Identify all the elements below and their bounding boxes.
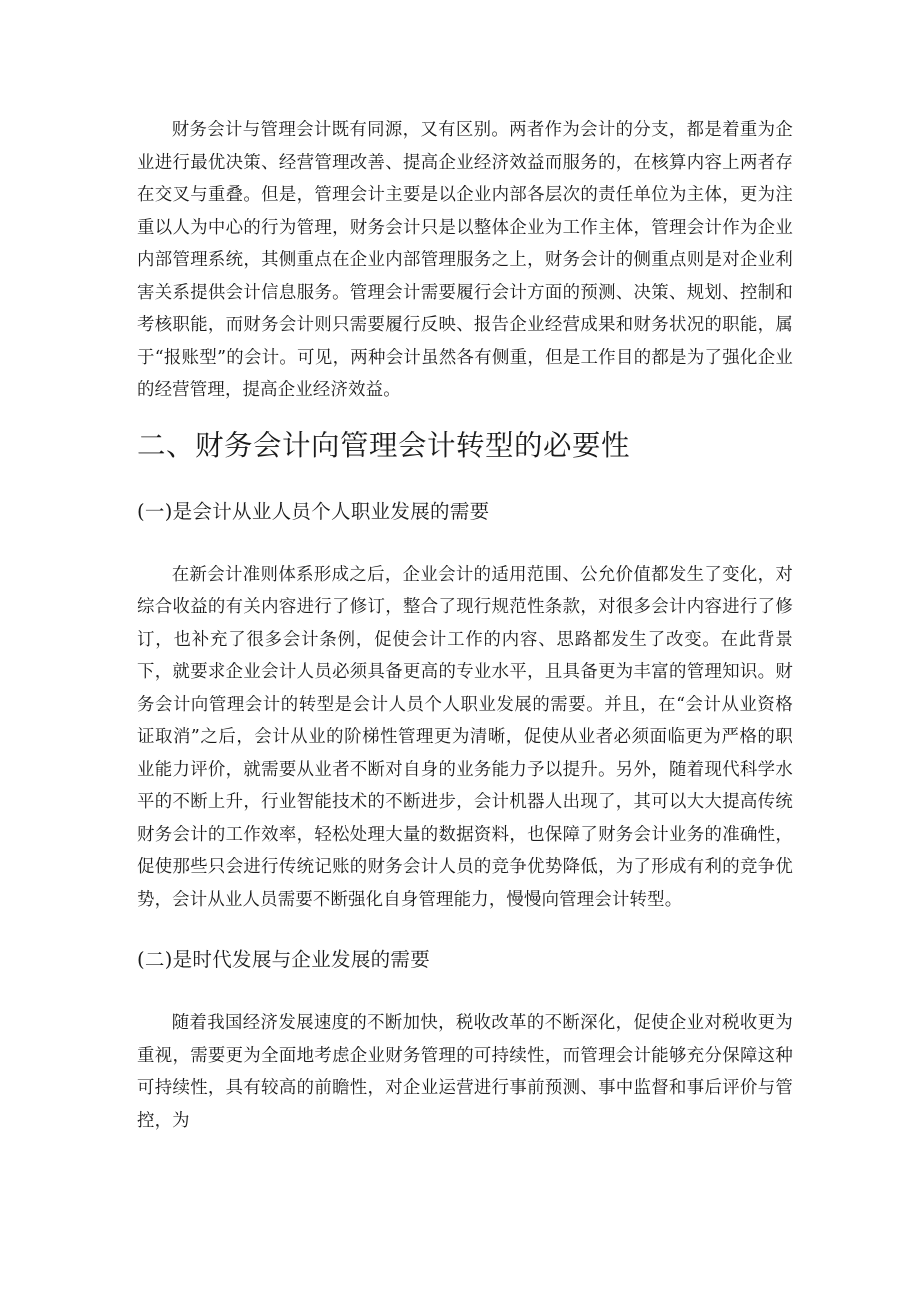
document-page (137, 114, 793, 1137)
subsection-heading: (二)是时代发展与企业发展的需要 (137, 948, 431, 971)
body-paragraph: 财务会计与管理会计既有同源，又有区别。两者作为会计的分支，都是着重为企业进行最优决策、经营管理改善、提高企业经济效益而服务的，在核算内容上两者存在交叉与重叠。但是，管理会计主要是以企业内部各层次的责任单位为主体，更为注重以人为中心的行为管理，财务会计只是以整体企业为工作主体，管理会计作为企业内部管理系统，其侧重点在企业内部管理服务之上，财务会计的侧重点则是对企业利害关系提供会计信息服务。管理会计需要履行会计方面的预测、决策、规划、控制和考核职能，而财务会计则只需要履行反映、报告企业经营成果和财务状况的职能，属于“报账型”的会计。可见，两种会计虽然各有侧重，但是工作目的都是为了强化企业的经营管理，提高企业经济效益。 (137, 120, 793, 400)
body-paragraph: 在新会计准则体系形成之后，企业会计的适用范围、公允价值都发生了变化，对综合收益的有关内容进行了修订，整合了现行规范性条款，对很多会计内容进行了修订，也补充了很多会计条例，促使会计工作的内容、思路都发生了改变。在此背景下，就要求企业会计人员必须具备更高的专业水平，且具备更为丰富的管理知识。财务会计向管理会计的转型是会计人员个人职业发展的需要。并且，在“会计从业资格证取消”之后，会计从业的阶梯性管理更为清晰，促使从业者必须面临更为严格的职业能力评价，就需要从业者不断对自身的业务能力予以提升。另外，随着现代科学水平的不断上升，行业智能技术的不断进步，会计机器人出现了，其可以大大提高传统财务会计的工作效率，轻松处理大量的数据资料，也保障了财务会计业务的准确性，促使那些只会进行传统记账的财务会计人员的竞争优势降低，为了形成有利的竞争优势，会计从业人员需要不断强化自身管理能力，慢慢向管理会计转型。 (137, 564, 793, 910)
body-paragraph: 随着我国经济发展速度的不断加快，税收改革的不断深化，促使企业对税收更为重视，需要更为全面地考虑企业财务管理的可持续性，而管理会计能够充分保障这种可持续性，具有较高的前瞻性，对企业运营进行事前预测、事中监督和事后评价与管控，为 (137, 1013, 793, 1131)
subsection-heading: (一)是会计从业人员个人职业发展的需要 (137, 499, 490, 523)
section-heading: 二、财务会计向管理会计转型的必要性 (137, 428, 631, 462)
